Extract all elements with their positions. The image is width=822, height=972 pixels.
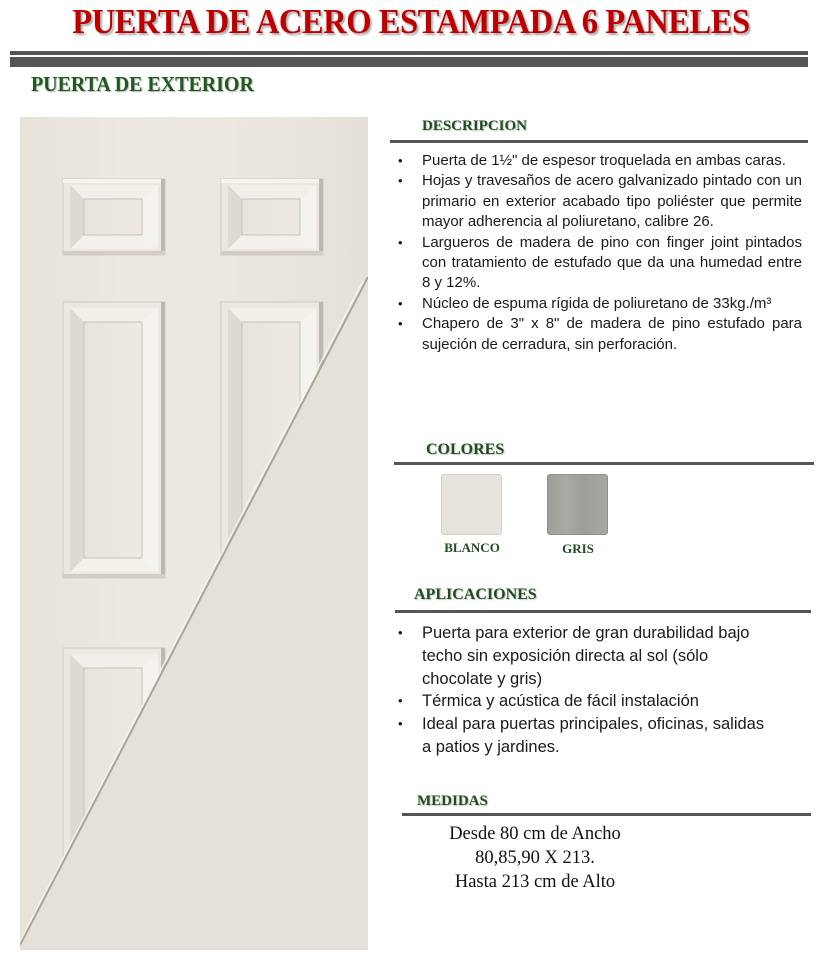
list-item: • Largueros de madera de pino con finger joint pintados con tratamiento de estufado que da una humedad entre 8 y 12%. (396, 233, 802, 294)
section-heading-descripcion: DESCRIPCION (422, 118, 528, 134)
title-rule-thin (10, 51, 808, 55)
list-item: • Hojas y travesaños de acero galvanizado pintado con un primario en exterior acabado tipo poliéster que permite mayor adherencia al poliuretano, calibre 26. (396, 171, 802, 232)
panel-top-right (221, 179, 323, 255)
page-title: PUERTA DE ACERO ESTAMPADA 6 PANELES (72, 2, 750, 41)
six-panel-door-illustration (20, 117, 368, 950)
color-label-blanco: BLANCO (444, 540, 500, 555)
section-rule-aplicaciones (395, 610, 811, 613)
title-rule-thick (10, 57, 808, 67)
list-item: • Térmica y acústica de fácil instalación (396, 690, 776, 713)
color-swatch-blanco (441, 474, 502, 535)
medidas-line: Hasta 213 cm de Alto (454, 872, 616, 892)
panel-top-left (63, 179, 165, 255)
page-subtitle: PUERTA DE EXTERIOR (31, 72, 254, 96)
list-item: • Puerta para exterior de gran durabilidad bajo techo sin exposición directa al sol (sólo chocolate y gris) (396, 622, 776, 690)
color-label-gris: GRIS (562, 541, 594, 556)
section-rule-medidas (402, 813, 811, 816)
section-rule-colores (394, 462, 814, 465)
descripcion-list (396, 151, 802, 355)
section-heading-colores: COLORES (426, 441, 505, 458)
list-item: • Núcleo de espuma rígida de poliuretano de 33kg./m³ (396, 294, 802, 314)
medidas-line: 80,85,90 X 213. (475, 848, 595, 868)
list-item: • Puerta de 1½" de espesor troquelada en ambas caras. (396, 151, 802, 171)
medidas-block (400, 822, 670, 894)
section-heading-aplicaciones: APLICACIONES (414, 586, 537, 603)
medidas-line: Desde 80 cm de Ancho (449, 824, 621, 844)
section-heading-medidas: MEDIDAS (417, 793, 488, 809)
aplicaciones-list (396, 622, 776, 759)
list-item: • Ideal para puertas principales, oficinas, salidas a patios y jardines. (396, 713, 776, 759)
door-image (20, 117, 368, 950)
color-swatch-gris (547, 474, 608, 535)
section-rule-descripcion (390, 140, 808, 143)
panel-middle-left (63, 302, 165, 578)
list-item: • Chapero de 3" x 8" de madera de pino estufado para sujeción de cerradura, sin perforación. (396, 314, 802, 355)
